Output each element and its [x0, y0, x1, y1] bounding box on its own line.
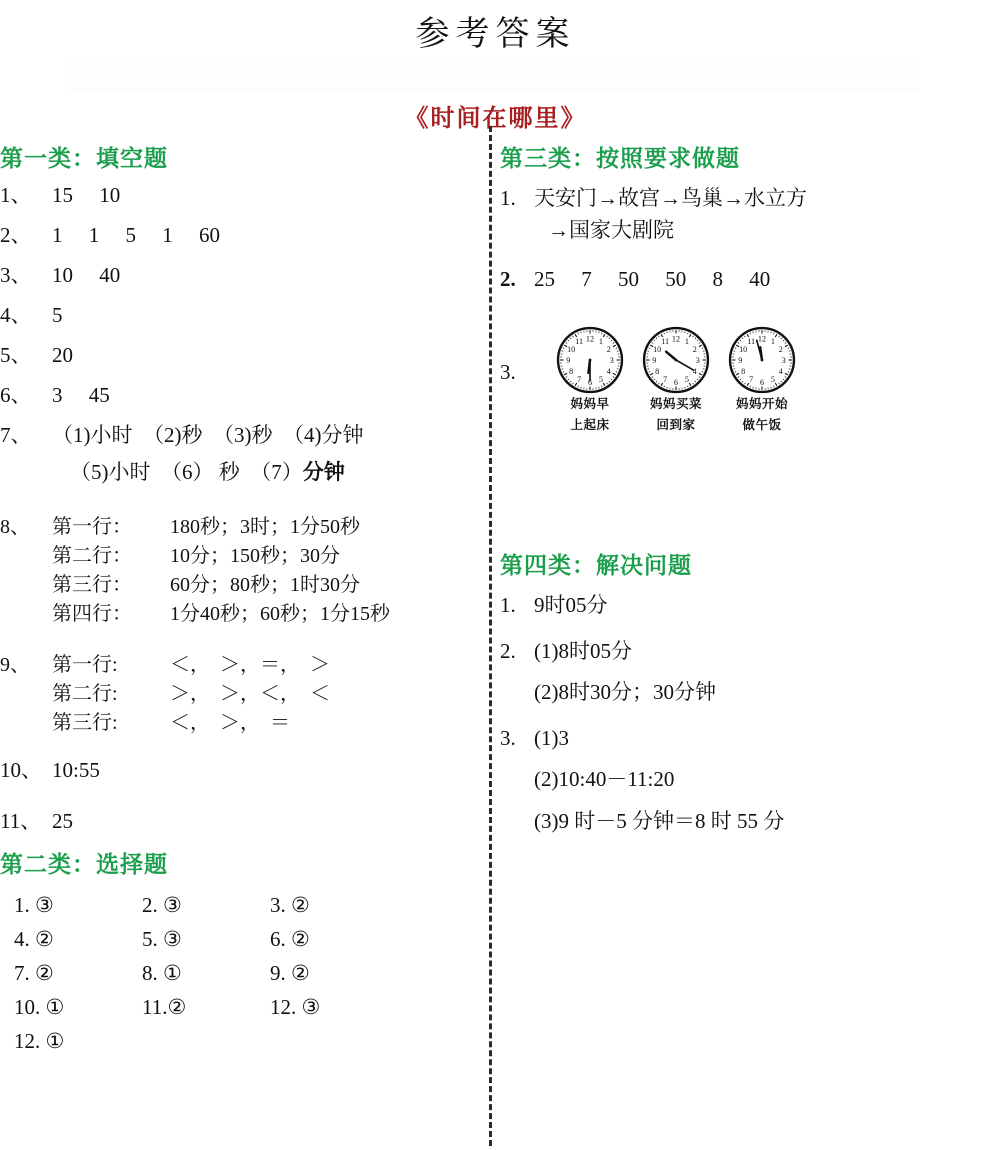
item-number: 2、 [0, 223, 32, 247]
clock-item [726, 326, 798, 438]
choice-answer: 12. ① [14, 1029, 65, 1053]
svg-text:3: 3 [609, 355, 614, 365]
scan-artifact-band [70, 58, 920, 92]
svg-text:11: 11 [661, 336, 670, 346]
answer-subrow [0, 651, 480, 680]
clock-icon [728, 326, 796, 394]
answer-row [0, 345, 480, 366]
answer-row [0, 185, 480, 206]
choice-answer: 5. ③ [142, 927, 182, 951]
svg-text:4: 4 [606, 366, 611, 376]
choice-answer: 1. ③ [14, 893, 54, 917]
item-number: 3、 [0, 263, 32, 287]
answer-subrow [0, 513, 480, 542]
right-column [500, 140, 991, 851]
worksheet-subtitle: 《时间在哪里》 [404, 106, 587, 132]
subrow-value: ＜， ＞，＝， ＞ [170, 654, 330, 676]
choice-answer: 12. ③ [270, 995, 321, 1019]
svg-text:7: 7 [749, 374, 754, 384]
subrow-label: 第一行： [52, 516, 132, 538]
item-answer: 25 [52, 809, 73, 833]
svg-text:12: 12 [671, 333, 681, 343]
clock-icon [642, 326, 710, 394]
clock-caption-line2: 上起床 [570, 418, 610, 433]
svg-text:6: 6 [673, 377, 679, 387]
svg-text:4: 4 [692, 366, 697, 376]
answer-line: 9时05分 [534, 593, 608, 618]
item-number: 4、 [0, 303, 32, 327]
item-number [0, 571, 52, 600]
item-number: 3. [500, 359, 516, 384]
svg-text:5: 5 [598, 374, 603, 384]
svg-text:2: 2 [606, 344, 611, 354]
answer-line: (3)9 时－5 分钟＝8 时 55 分 [534, 808, 785, 833]
choice-answer: 2. ③ [142, 893, 182, 917]
item-number: 11、 [0, 809, 42, 833]
item-number: 9、 [0, 654, 30, 676]
clock-item [554, 326, 626, 438]
item-number: 7、 [0, 423, 32, 447]
svg-text:9: 9 [652, 355, 657, 365]
item-number: 1. [500, 593, 516, 618]
item7-line1: （1)小时 （2)秒 （3)秒 （4)分钟 [52, 423, 364, 447]
answer-subrow [0, 571, 480, 600]
svg-text:2: 2 [778, 344, 783, 354]
section-heading-4: 第四类：解决问题 [500, 553, 692, 579]
subrow-value: ＜， ＞， ＝ [170, 712, 290, 734]
item-number: 2. [500, 638, 516, 663]
item-answer: 5 [52, 303, 63, 327]
svg-text:7: 7 [663, 374, 668, 384]
answer-line: (2)10:40－11:20 [534, 767, 675, 792]
section-heading-3: 第三类：按照要求做题 [500, 146, 740, 171]
choice-answer: 10. ① [14, 995, 65, 1019]
subrow-value: 10分；150秒；30分 [170, 545, 340, 567]
svg-text:8: 8 [741, 366, 746, 376]
svg-text:3: 3 [695, 355, 700, 365]
subrow-label: 第三行: [52, 712, 118, 734]
svg-text:4: 4 [778, 366, 783, 376]
choice-answer: 8. ① [142, 961, 182, 985]
svg-text:12: 12 [757, 333, 767, 343]
subrow-label: 第一行: [52, 654, 118, 676]
answer-row-7 [0, 425, 480, 483]
subrow-label: 第四行： [52, 603, 132, 625]
answer-row-11 [0, 811, 480, 832]
subrow-value: 180秒；3时；1分50秒 [170, 516, 360, 538]
item-answer: 25 7 50 50 8 40 [534, 267, 771, 291]
choice-answer: 11.② [142, 995, 187, 1019]
answer-row-8 [0, 513, 480, 629]
item-answer [534, 723, 991, 838]
answer-subrow [0, 709, 480, 738]
item-number: 1、 [0, 183, 32, 207]
answer-row [0, 225, 480, 246]
clock-item [640, 326, 712, 438]
answer-row [0, 265, 480, 286]
item-number: 2. [500, 267, 516, 291]
svg-text:1: 1 [598, 336, 603, 346]
answer-subrow [0, 600, 480, 629]
svg-text:8: 8 [655, 366, 660, 376]
item1-line2: →国家大剧院 [548, 217, 674, 242]
left-column [0, 140, 480, 1054]
item7-line2-plain: （5)小时 （6） 秒 （7） [70, 460, 303, 484]
word-problem-row [500, 723, 991, 838]
svg-text:5: 5 [684, 374, 689, 384]
subrow-label: 第二行： [52, 545, 132, 567]
item-answer: 10:55 [52, 758, 100, 782]
svg-text:9: 9 [566, 355, 571, 365]
word-problem-row [500, 636, 991, 709]
answer-line: (2)8时30分；30分钟 [534, 680, 716, 705]
svg-text:2: 2 [692, 344, 697, 354]
section-heading-1: 第一类：填空题 [0, 146, 168, 171]
clock-group [554, 326, 798, 438]
item-number [0, 600, 52, 629]
fill-in-blank-list [0, 185, 480, 406]
item-number: 3. [500, 725, 516, 750]
subrow-value: 60分；80秒；1时30分 [170, 574, 360, 596]
section-heading-2: 第二类：选择题 [0, 852, 168, 877]
item-answer [534, 636, 991, 709]
item-number: 1. [500, 186, 516, 210]
section3-item-3 [500, 326, 991, 438]
subrow-label: 第二行: [52, 683, 118, 705]
answer-line: (1)8时05分 [534, 638, 632, 663]
choice-answer: 3. ② [270, 893, 310, 917]
item-number [0, 542, 52, 571]
answer-row [0, 385, 480, 406]
item-number [0, 680, 52, 709]
item-number: 5、 [0, 343, 32, 367]
word-problem-list [500, 590, 991, 837]
answer-subrow [0, 680, 480, 709]
subrow-label: 第三行： [52, 574, 132, 596]
svg-text:11: 11 [575, 336, 584, 346]
svg-text:10: 10 [567, 344, 576, 354]
item-number [0, 709, 52, 738]
clock-caption-line1: 妈妈早 [570, 396, 610, 411]
answer-line: (1)3 [534, 725, 569, 750]
svg-text:8: 8 [569, 366, 574, 376]
item7-line2-bold: 分钟 [302, 460, 345, 484]
choice-answer: 7. ② [14, 961, 54, 985]
item-answer: 20 [52, 343, 73, 367]
section3-item-2 [500, 264, 991, 296]
clock-caption-line1: 妈妈开始 [735, 396, 788, 411]
svg-text:3: 3 [781, 355, 786, 365]
svg-text:10: 10 [739, 344, 748, 354]
item-number: 8、 [0, 516, 30, 538]
svg-text:9: 9 [738, 355, 743, 365]
clock-icon [556, 326, 624, 394]
answer-row-10 [0, 760, 480, 781]
svg-text:7: 7 [577, 374, 582, 384]
word-problem-row [500, 590, 991, 622]
svg-text:11: 11 [747, 336, 756, 346]
svg-text:10: 10 [653, 344, 662, 354]
svg-text:1: 1 [684, 336, 689, 346]
item-answer [534, 590, 991, 622]
item-answer: 3 45 [52, 383, 110, 407]
answer-row [0, 305, 480, 326]
subrow-value: 1分40秒；60秒；1分15秒 [170, 603, 390, 625]
choice-answer: 9. ② [270, 961, 310, 985]
item-number: 6、 [0, 383, 32, 407]
item-answer: 10 40 [52, 263, 121, 287]
item-answer: 1 1 5 1 60 [52, 223, 220, 247]
choice-answer: 4. ② [14, 927, 54, 951]
multiple-choice-grid [14, 893, 480, 1054]
svg-text:1: 1 [770, 336, 775, 346]
svg-text:5: 5 [770, 374, 775, 384]
answer-row-9 [0, 651, 480, 738]
svg-text:6: 6 [759, 377, 765, 387]
item-number: 10、 [0, 758, 42, 782]
section3-item-1 [500, 183, 991, 246]
item1-line1: 天安门→故宫→鸟巢→水立方 [534, 186, 807, 210]
subrow-value: ＞， ＞，＜， ＜ [170, 683, 330, 705]
svg-text:12: 12 [585, 333, 595, 343]
column-divider [489, 126, 492, 1146]
svg-text:6: 6 [587, 377, 593, 387]
clock-caption-line1: 妈妈买菜 [649, 396, 702, 411]
page-title: 参考答案 [415, 16, 576, 53]
clock-caption-line2: 回到家 [656, 418, 696, 433]
answer-subrow [0, 542, 480, 571]
choice-answer: 6. ② [270, 927, 310, 951]
clock-caption-line2: 做午饭 [742, 418, 782, 433]
item-answer: 15 10 [52, 183, 121, 207]
